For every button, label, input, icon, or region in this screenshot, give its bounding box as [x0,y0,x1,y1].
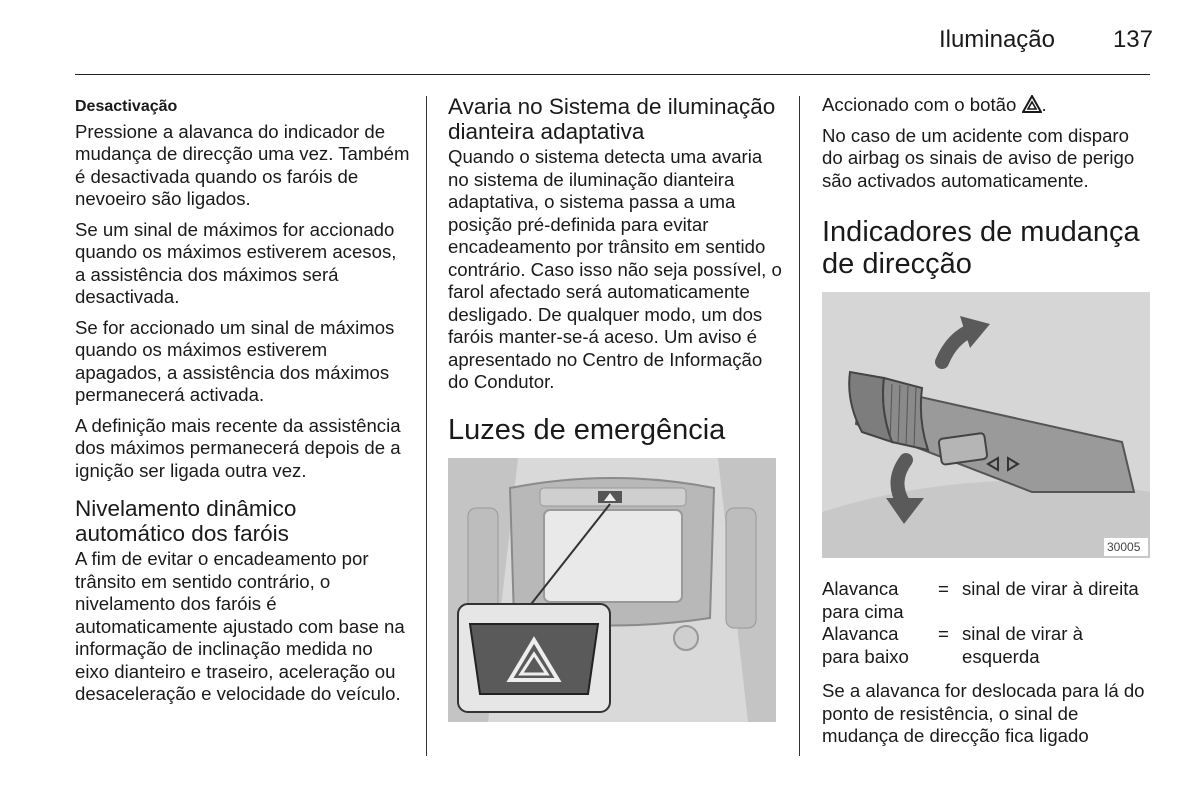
section-title: Iluminação [938,26,1055,53]
turn-signal-heading: Indicadores de mudança de direcção [822,216,1140,280]
paragraph: Se a alavanca for deslocada para lá do ponto de resistência, o sinal de mudança de direcção fica ligado [822,680,1145,746]
equals-sign: = [938,623,949,644]
page-number: 137 [1112,26,1153,53]
activated-end: . [1041,94,1047,115]
hazard-heading: Luzes de emergência [448,413,726,446]
fault-heading: Avaria no Sistema de iluminação dianteira adaptativa [448,94,776,144]
lever-meaning: sinal de virar à esquerda [962,623,1083,667]
table-row [822,623,1154,668]
header-divider [75,74,1150,75]
table-row [822,578,1154,623]
column-3 [822,94,1154,756]
hazard-warning-icon [1022,95,1042,113]
activated-line [822,94,1154,117]
figure-code: 30005 [1107,540,1141,554]
leveling-heading: Nivelamento dinâmico automático dos faróis [75,496,297,546]
equals-sign: = [938,578,949,599]
turn-signal-lever-figure [822,292,1150,558]
paragraph: Pressione a alavanca do indicador de mudança de direcção uma vez. Também é desactivada quando os faróis de nevoeiro são ligados. [75,120,410,209]
lever-position: Alavanca para baixo [822,623,909,667]
column-1 [75,94,411,714]
paragraph: Quando o sistema detecta uma avaria no sistema de iluminação dianteira adaptativa, o sistema passa a uma posição pré-definida para evitar encadeamento por trânsito em sentido contrário. Caso isso não seja possível, o farol afectado será automaticamente desligado. De qualquer modo, um dos faróis manter-se-á aceso. Um aviso é apresentado no Centro de Informação do Condutor. [448,146,782,392]
paragraph: Se um sinal de máximos for accionado quando os máximos estiverem acesos, a assistência dos máximos será desactivada. [75,218,397,307]
paragraph: No caso de um acidente com disparo do airbag os sinais de aviso de perigo são activados automaticamente. [822,124,1135,191]
lever-meaning: sinal de virar à direita [962,578,1139,599]
hazard-dashboard-illustration [448,458,776,722]
column-2 [448,94,784,722]
lever-table [822,578,1154,668]
lever-position: Alavanca para cima [822,578,904,622]
paragraph: Se for accionado um sinal de máximos quando os máximos estiverem apagados, a assistência dos máximos permanecerá activada. [75,316,395,405]
column-divider [426,96,427,756]
paragraph: A fim de evitar o encadeamento por trânsito em sentido contrário, o nivelamento dos faróis é automaticamente ajustado com base na informação de inclinação medida no eixo dianteiro e traseiro, aceleração ou desaceleração e velocidade do veículo. [75,548,405,704]
turn-signal-lever-illustration [822,292,1150,558]
deactivation-heading: Desactivação [75,98,178,115]
activated-text: Accionado com o botão [822,94,1017,115]
hazard-button-figure [448,458,776,722]
column-divider [799,96,800,756]
paragraph: A definição mais recente da assistência dos máximos permanecerá depois de a ignição ser ligada outra vez. [75,414,401,481]
